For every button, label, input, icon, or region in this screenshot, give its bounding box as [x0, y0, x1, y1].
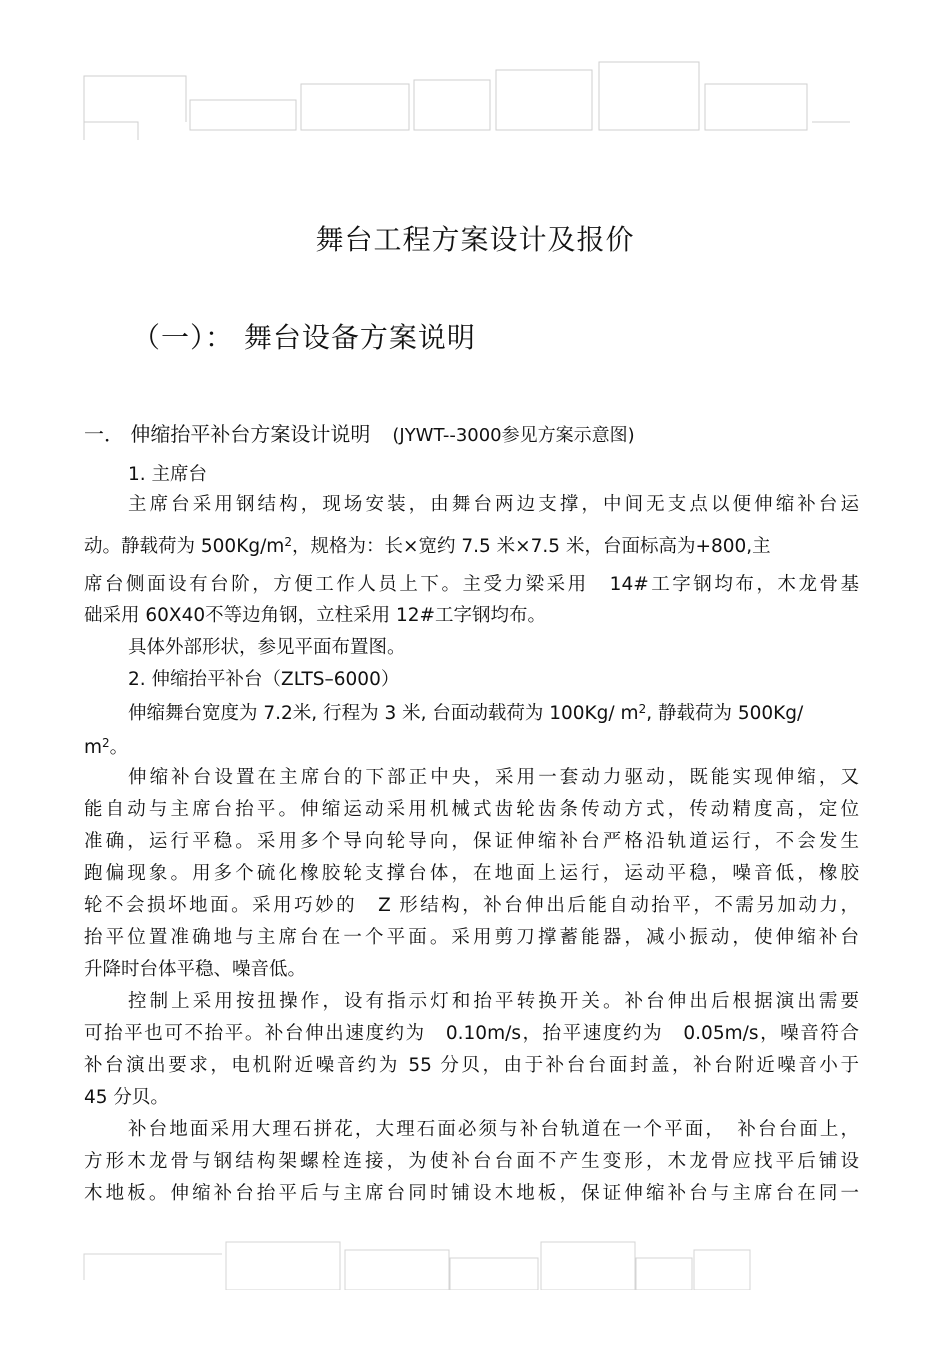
- text-fragment: 伸缩舞台宽度为 7.2米, 行程为 3 米, 台面动载荷为 100Kg/ m: [128, 703, 639, 724]
- paragraph-line: 跑偏现象。用多个硫化橡胶轮支撑台体，在地面上运行，运动平稳，噪音低，橡胶: [84, 863, 859, 884]
- paragraph-line: 方形木龙骨与钢结构架螺栓连接，为使补台台面不产生变形，木龙骨应找平后铺设: [84, 1151, 859, 1172]
- footer-decoration: [0, 1230, 950, 1290]
- section-heading: [84, 418, 635, 447]
- text-fragment: 。: [109, 737, 129, 758]
- document-title: 舞台工程方案设计及报价: [315, 223, 635, 256]
- text-fragment: , 静载荷为 500Kg/: [646, 703, 804, 724]
- paragraph-line: 补台地面采用大理石拼花，大理石面必须与补台轨道在一个平面， 补台台面上，: [128, 1119, 859, 1140]
- header-decoration: [0, 0, 950, 140]
- paragraph-line: [84, 733, 859, 759]
- paragraph-line: 主席台采用钢结构，现场安装，由舞台两边支撑，中间无支点以便伸缩补台运: [128, 494, 859, 515]
- paragraph-line: 补台演出要求，电机附近噪音约为 55 分贝，由于补台台面封盖，补台附近噪音小于: [84, 1055, 859, 1076]
- text-fragment: ，规格为：长×宽约 7.5 米×7.5 米，台面标高为+800,主: [291, 536, 771, 557]
- section-subtitle: （一）： 舞台设备方案说明: [132, 321, 476, 354]
- paragraph-line: 控制上采用按扭操作，设有指示灯和抬平转换开关。补台伸出后根据演出需要: [128, 991, 859, 1012]
- subheading-telescopic-stage: 2. 伸缩抬平补台（ZLTS–6000）: [128, 669, 400, 690]
- paragraph-line: 可抬平也可不抬平。补台伸出速度约为 0.10m/s，抬平速度约为 0.05m/s，噪音符合: [84, 1023, 859, 1044]
- paragraph-line: 抬平位置准确地与主席台在一个平面。采用剪刀撑蓄能器，减小振动，使伸缩补台: [84, 927, 859, 948]
- paragraph-line: [128, 699, 859, 725]
- paragraph-line: 准确，运行平稳。采用多个导向轮导向，保证伸缩补台严格沿轨道运行，不会发生: [84, 831, 859, 852]
- superscript: 2: [638, 702, 647, 716]
- paragraph-line: 础采用 60X40不等边角钢，立柱采用 12#工字钢均布。: [84, 605, 547, 626]
- section-heading-text: 一． 伸缩抬平补台方案设计说明: [84, 422, 371, 446]
- paragraph-line: 升降时台体平稳、噪音低。: [84, 959, 307, 980]
- subheading-main-stage: 1. 主席台: [128, 464, 208, 485]
- superscript: 2: [284, 535, 292, 549]
- paragraph-line: [84, 532, 859, 558]
- paragraph-line: 伸缩补台设置在主席台的下部正中央，采用一套动力驱动，既能实现伸缩，又: [128, 767, 859, 788]
- paragraph-line: 轮不会损坏地面。采用巧妙的 Z 形结构，补台伸出后能自动抬平，不需另加动力，: [84, 895, 859, 916]
- text-fragment: 动。静载荷为 500Kg/m: [84, 536, 285, 557]
- paragraph-line: 45 分贝。: [84, 1087, 169, 1108]
- paragraph-line: 能自动与主席台抬平。伸缩运动采用机械式齿轮齿条传动方式，传动精度高，定位: [84, 799, 859, 820]
- superscript: 2: [102, 736, 110, 750]
- paragraph-line: 席台侧面设有台阶，方便工作人员上下。主受力梁采用 14#工字钢均布，木龙骨基: [84, 574, 859, 595]
- section-heading-reference: (JYWT--3000参见方案示意图): [392, 425, 635, 446]
- text-fragment: m: [84, 737, 103, 758]
- paragraph-line: 木地板。伸缩补台抬平后与主席台同时铺设木地板，保证伸缩补台与主席台在同一: [84, 1183, 859, 1204]
- paragraph-line: 具体外部形状，参见平面布置图。: [128, 637, 406, 658]
